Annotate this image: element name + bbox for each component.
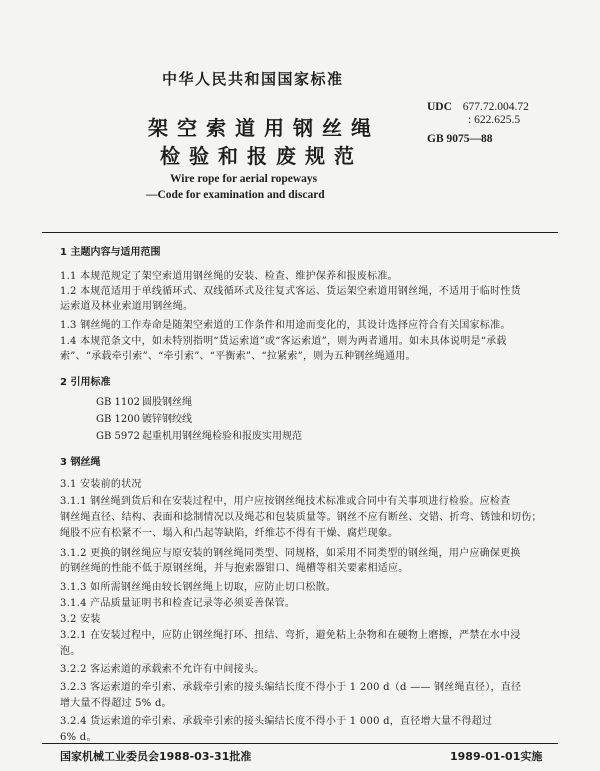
para-3-1-2-line1: 3.1.2 更换的钢丝绳应与原安装的钢丝绳同类型、同规格，如采用不同类型的钢丝绳，用户应确保更换 (60, 548, 521, 559)
section-2-heading: 2 引用标准 (60, 377, 111, 388)
para-3-2-2: 3.2.2 客运索道的承载索不允许有中间接头。 (60, 664, 265, 675)
ref-code: GB 5972 (96, 431, 140, 442)
para-1-3: 1.3 钢丝绳的工作寿命是随架空索道的工作条件和用途而变化的，其设计选择应符合有关国家标准。 (60, 320, 511, 331)
para-1-1: 1.1 本规范规定了架空索道用钢丝绳的安装、检查、维护保养和报废标准。 (60, 271, 398, 282)
top-rule (42, 232, 558, 233)
implementation-date: 1989-01-01实施 (450, 750, 543, 763)
ref-item (96, 410, 192, 425)
title-line-1: 架空索道用钢丝绳 (148, 116, 380, 140)
udc-code-1: 677.72.004.72 (462, 101, 529, 113)
para-3-2-3-line1: 3.2.3 客运索道的牵引索、承载牵引索的接头编结长度不得小于 1 200 d（d —— 钢丝绳直径），直径 (60, 682, 522, 693)
para-1-4-line2: 索”、“承载牵引索”、“牵引索”、“平衡索”、“拉紧索”，则为五种钢丝绳通用。 (60, 351, 416, 362)
ref-item (96, 427, 302, 442)
ref-title: 起重机用钢丝绳检验和报废实用规范 (142, 431, 302, 442)
para-1-2-line1: 1.2 本规范适用于单线循环式、双线循环式及往复式客运、货运架空索道用钢丝绳，不适用于临时性货 (60, 286, 521, 297)
section-3-heading: 3 钢丝绳 (60, 457, 101, 468)
para-3-2-1-line1: 3.2.1 在安装过程中，应防止钢丝绳打环、扭结、弯折，避免粘上杂物和在硬物上磨擦，严禁在水中浸 (60, 630, 521, 641)
ref-title: 镀锌钢绞线 (142, 414, 192, 425)
para-3-1-1-line2: 钢丝绳直径、结构、表面和捻制情况以及绳芯和包装质量等。钢丝不应有断丝、交错、折弯、锈蚀和切伤； (60, 512, 542, 523)
title-line-2: 检验和报废规范 (160, 144, 363, 168)
udc-code-2: : 622.625.5 (468, 114, 521, 126)
udc-label: UDC (427, 101, 452, 113)
para-3-2-1-line2: 泡。 (60, 646, 81, 657)
para-3-1-4: 3.1.4 产品质量证明书和检查记录等必须妥善保管。 (60, 598, 296, 609)
english-title-line-2: —Code for examination and discard (146, 189, 325, 201)
heading-3-2: 3.2 安装 (60, 614, 101, 625)
approval-line: 国家机械工业委员会1988-03-31批准 (60, 750, 252, 763)
ref-code: GB 1200 (96, 414, 140, 425)
para-3-2-4-line1: 3.2.4 货运索道的牵引索、承载牵引索的接头编结长度不得小于 1 000 d，直径增大量不得超过 (60, 716, 493, 727)
para-3-1-1-line1: 3.1.1 钢丝绳到货后和在安装过程中，用户应按钢丝绳技术标准或合同中有关事项进行检验。应检查 (60, 496, 511, 507)
english-title-line-1: Wire rope for aerial ropeways (170, 173, 318, 185)
para-3-2-4-line2: 6% d。 (60, 732, 97, 743)
ref-item (96, 393, 192, 408)
para-1-2-line2: 运索道及林业索道用钢丝绳。 (60, 301, 194, 312)
para-3-1-2-line2: 的钢丝绳的性能不低于原钢丝绳，并与抱索器钳口、绳槽等相关要素相适应。 (60, 563, 409, 574)
para-3-1-3: 3.1.3 如所需钢丝绳由较长钢丝绳上切取，应防止切口松散。 (60, 582, 337, 593)
para-3-1-1-line3: 绳股不应有松紧不一、塌入和凸起等缺陷，纤维芯不得有干燥、腐烂现象。 (60, 528, 399, 539)
section-1-heading: 1 主题内容与适用范围 (60, 247, 161, 258)
standard-type: 中华人民共和国国家标准 (162, 70, 344, 88)
para-1-4-line1: 1.4 本规范条文中，如未特别指明“货运索道”或“客运索道”，则为两者通用。如未具体说明是“承载 (60, 336, 507, 347)
gb-number: GB 9075—88 (427, 133, 493, 145)
ref-title: 圆股钢丝绳 (142, 397, 192, 408)
bottom-rule (42, 743, 558, 744)
udc-block (427, 101, 529, 113)
ref-code: GB 1102 (96, 397, 140, 408)
heading-3-1: 3.1 安装前的状况 (60, 479, 142, 490)
para-3-2-3-line2: 增大量不得超过 5% d。 (60, 698, 172, 709)
